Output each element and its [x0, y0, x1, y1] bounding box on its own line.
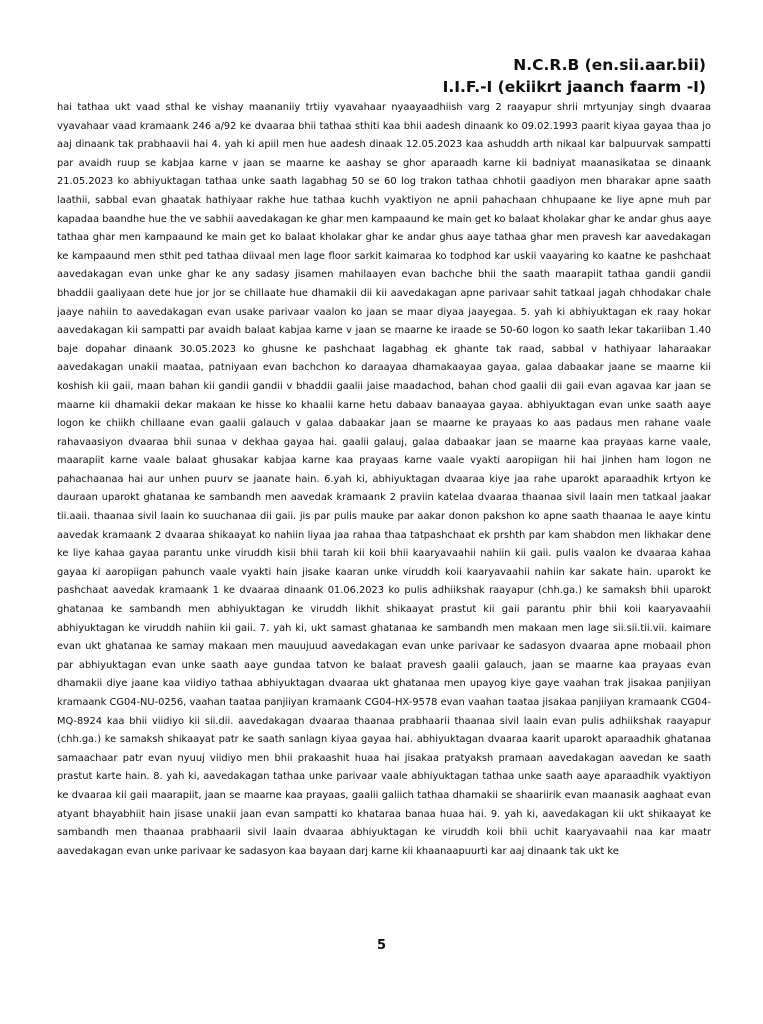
- form-header: [443, 54, 706, 98]
- page-number: 5: [376, 938, 387, 953]
- document-body: [57, 99, 711, 881]
- body-paragraph: hai tathaa ukt vaad sthal ke vishay maananiiy trtiiy vyavahaar nyaayaadhiish varg 2 raayapur shrii mrtyunjay singh dvaaraa vyavahaar vaad kramaank 246 a/92 ke dvaaraa bhii tathaa sthiti kaa bhii aadesh dinaank ko 09.02.1993 paarit kiyaa gayaa thaa jo aaj dinaank tak prabhaavii hai 4. yah ki apiil men hue aadesh dinaak 12.05.2023 kaa ashuddh arth nikaal kar balpuurvak sampatti par avaidh ruup se kabjaa karne v jaan se maarne ke aashay se ghor aparaadh karne kii badniyat maanasikataa se dinaank 21.05.2023 ko abhiyuktagan tathaa unke saath lagabhag 50 se 60 log trakon tathaa chhotii gaadiyon men bharakar apne saath laathii, sabbal evan ghaatak hathiyaar rakhe hue tathaa kuchh vyaktiyon ne apnii pahachaan chhupaane ke liye apne muh par kapadaa baandhe hue the ve sabhii aavedakagan ke ghar men kampaaund ke main get ko balaat kholakar ghar ke andar ghus aaye tathaa ghar men kampaaund ke main get ko balaat kholakar ghar ke andar ghus aaye tathaa ghar men pravesh kar aavedakagan ke kampaaund men sthit ped tathaa diivaal men lage floor sarkit kaimaraa ko todphod kar uskii vaayaring ko kaatne ke pashchaat aavedakagan evan unke ghar ke any sadasy jisamen mahilaayen evan bachche bhii the saath maarapiit tathaa gandii gandii bhaddii gaaliyaan dete hue jor jor se chillaate hue dhamakii dii kii aavedakagan apne parivaar sahit tatkaal jagah chhodakar chale jaaye nahiin to aavedakagan evan usake parivaar vaalon ko jaan se maar diyaa jaayegaa. 5. yah ki abhiyuktagan ek raay hokar aavedakagan kii sampatti par avaidh balaat kabjaa karne v jaan se maarne ke iraade se 50-60 logon ko saath lekar takariiban 1.40 baje dopahar dinaank 30.05.2023 ko ghusne ke pashchaat lagabhag ek ghante tak raad, sabbal v hathiyaar laharaakar aavedakagan unakii maataa, patniyaan evan bachchon ko daraayaa dhamakaayaa gayaa, galaa dabaakar jaane se maarne kii koshish kii gaii, maan bahan kii gandii gandii v bhaddii gaalii jaise maadachod, bahan chod gaalii dii gaii evan agavaa kar jaan se maarne kii dhamakii dekar makaan ke hisse ko khaalii karne hetu dabaav banaayaa gayaa. abhiyuktagan evan unke saath aaye logon ke chiikh chillaane evan gaalii galauch v galaa dabaakar jaan se maarne ke prayaas ko aas padaus men rahane vaale rahavaasiyon dvaaraa bhii sunaa v dekhaa gayaa hai. gaalii galauj, galaa dabaakar jaan se maarne kaa prayaas karne vaale, maarapiit karne vaale balaat ghusakar kabjaa karne kaa prayaas karne vaale vyakti aaropiigan hii hai jinhen ham logon ne pahachaanaa hai aur unhen puurv se jaanate hain. 6.yah ki, abhiyuktagan dvaaraa kiye jaa rahe uparokt aparaadhik krtyon ke dauraan uparokt ghatanaa ke sambandh men aavedak kramaank 2 praviin katelaa dvaaraa thaanaa sivil laain men tatkaal jaakar tii.aaii. thaanaa sivil laain ko suuchanaa dii gaii. jis par pulis mauke par aakar donon pakshon ko apne saath thaanaa le aaye kintu aavedak kramaank 2 dvaaraa shikaayat ko nahiin liyaa jaa rahaa thaa tatpashchaat ek prshth par kam shabdon men likhakar dene ke liye kahaa gayaa parantu unke viruddh kisii bhii tarah kii koii bhii kaaryavaahii nahiin kii gaii. pulis vaalon ke dvaaraa kahaa gayaa ki aaropiigan pahunch vaale vyakti hain jisake kaaran unke viruddh koii kaaryavaahii nahiin kar sakate hain. uparokt ke pashchaat aavedak kramaank 1 ke dvaaraa dinaank 01.06.2023 ko pulis adhiikshak raayapur (chh.ga.) ke samaksh bhii uparokt ghatanaa ke sambandh men abhiyuktagan ke viruddh likhit shikaayat prastut kii gaii parantu phir bhii koii kaaryavaahii abhiyuktagan ke viruddh nahiin kii gaii. 7. yah ki, ukt samast ghatanaa ke sambandh men makaan men lage sii.sii.tii.vii. kaimare evan ukt ghatanaa ke samay makaan men mauujuud aavedakagan evan unke parivaar ke sadasyon dvaaraa apne mobaail phon par abhiyuktagan evan unke saath aaye gundaa tatvon ke balaat pravesh gaalii galauch, jaan se maarne kaa prayaas evan dhamakii diye jaane kaa viidiyo tathaa abhiyuktagan dvaaraa ukt ghatanaa men upayog kiye gaye vaahan trak jisakaa panjiiyan kramaank CG04-NU-0256, vaahan taataa panjiiyan kramaank CG04-HX-9578 evan vaahan taataa jisakaa panjiiyan kramaank CG04-MQ-8924 kaa bhii viidiyo kii sii.dii. aavedakagan dvaaraa thaanaa prabhaarii thaanaa sivil laain evan pulis adhiikshak raayapur (chh.ga.) ke samaksh shikaayat patr ke saath sanlagn kiyaa gayaa hai. abhiyuktagan dvaaraa kaarit uparokt aparaadhik ghatanaa samaachaar patr evan nyuuj viidiyo men bhii prakaashit huaa hai jisakaa pratyaksh pramaan aavedakagan aavedan ke saath prastut karte hain. 8. yah ki, aavedakagan tathaa unke parivaar vaale abhiyuktagan tathaa unke saath aaye aparaadhik vyaktiyon ke dvaaraa kii gaii maarapiit, jaan se maarne kaa prayaas, gaalii galiich tathaa dhamakii se shaariirik evan maanasik aaghaat evan atyant bhayabhiit hain jisase unakii jaan evan sampatti ko khataraa banaa huaa hai. 9. yah ki, aavedakagan kii ukt shikaayat ke sambandh men thaanaa prabhaarii sivil laain dvaaraa abhiyuktagan ke viruddh koii bhii uchit kaaryavaahii naa kar maatr aavedakagan evan unke parivaar ke sadasyon kaa bayaan darj karne kii khaanaapuurti kar aaj dinaank tak ukt ke: [57, 102, 711, 857]
- header-ncrb: N.C.R.B (en.sii.aar.bii): [513, 56, 706, 74]
- header-iif-form: I.I.F.-I (ekiikrt jaanch faarm -I): [442, 78, 706, 96]
